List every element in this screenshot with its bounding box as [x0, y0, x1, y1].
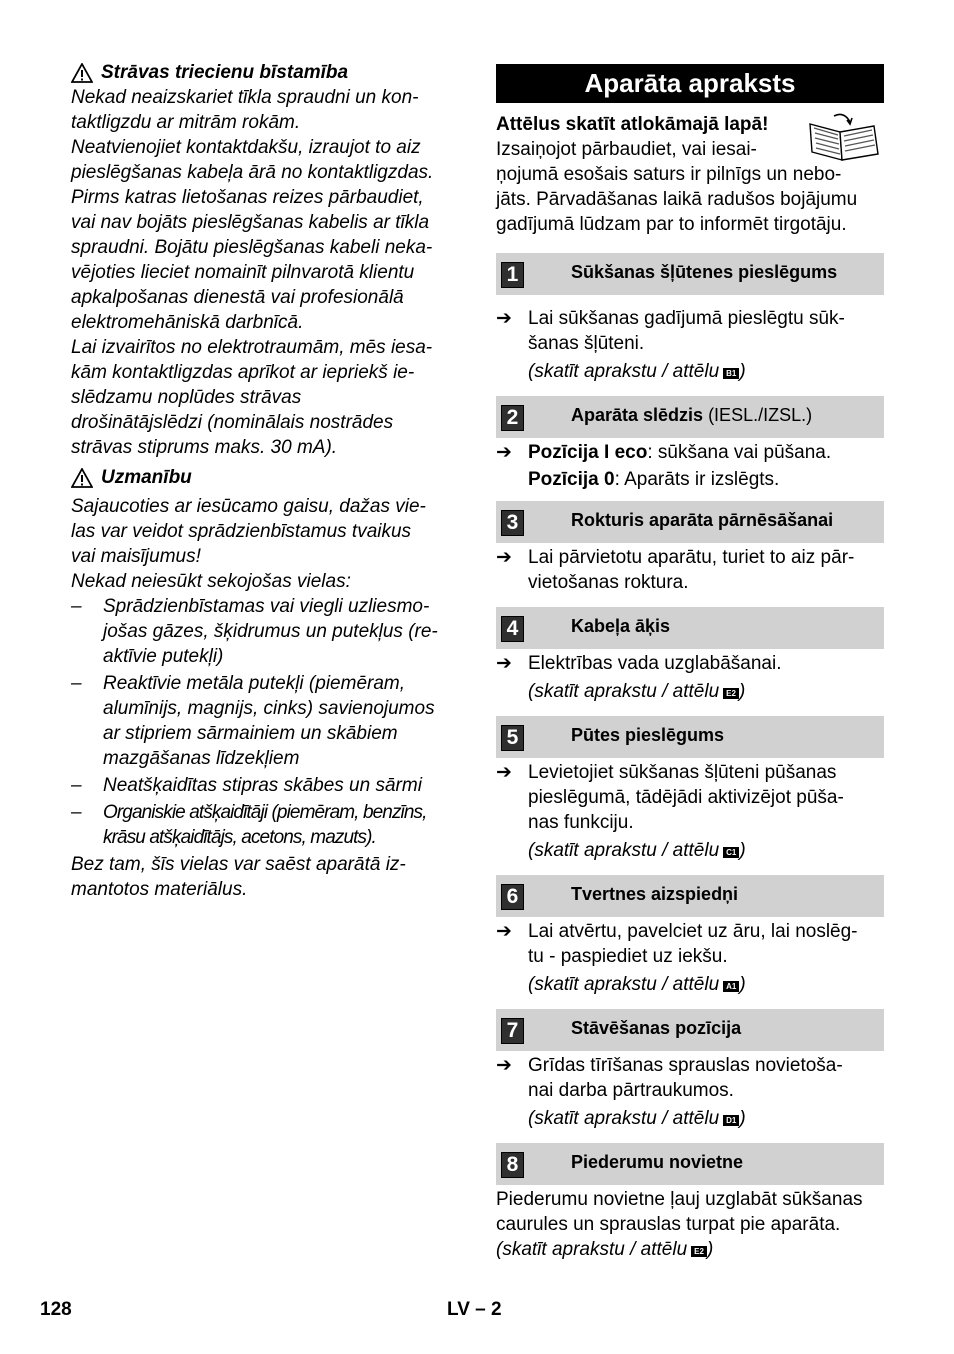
text-line: Pirms katras lietošanas reizes pārbaudiet,	[71, 187, 424, 208]
text-line: ar stipriem sārmainiem un skābiem	[103, 723, 398, 744]
section-title-text: Pūtes pieslēgums	[571, 725, 725, 745]
text-line: Sajaucoties ar iesūcamo gaisu, dažas vie-	[71, 496, 426, 517]
section-number-badge: 8	[501, 1152, 524, 1178]
text-line: vējoties lieciet nomainīt pilnvarotā klientu	[71, 262, 415, 283]
figure-reference	[496, 679, 884, 704]
warning-caution-heading	[71, 465, 463, 490]
section-number-badge: 4	[501, 616, 524, 642]
section-header-8	[496, 1143, 884, 1185]
text-line: Nekad neiesūkt sekojošas vielas:	[71, 571, 351, 592]
hazard-list	[71, 594, 463, 850]
section-title	[571, 1016, 741, 1041]
arrow-icon: ➔	[496, 308, 512, 329]
list-item	[496, 440, 884, 492]
warning-triangle-icon	[71, 468, 93, 488]
section-body-5	[496, 760, 884, 863]
list-item	[496, 1053, 884, 1103]
figure-reference	[496, 972, 884, 997]
text-line: mantotos materiālus.	[71, 879, 248, 900]
section-title-text: Sūkšanas šļūtenes pieslēgums	[571, 262, 838, 282]
reference-close: )	[738, 681, 746, 702]
section-body-2	[496, 440, 884, 492]
text-line: aktīvie putekļi)	[103, 646, 224, 667]
section-body-1	[496, 306, 884, 384]
text-line: slēdzamu noplūdes strāvas	[71, 387, 302, 408]
position-desc: : sūkšana vai pūšana.	[647, 442, 832, 463]
position-label: Pozīcija 0	[528, 469, 615, 490]
section-title	[571, 260, 837, 285]
warning-electric-text	[71, 85, 463, 460]
warning-electric-title: Strāvas triecienu bīstamība	[101, 62, 349, 83]
text-line: elektromehāniskā darbnīcā.	[71, 312, 304, 333]
text-line: pieslēgšanas kabeļa ārā no kontaktligzdas.	[71, 162, 434, 183]
reference-text: (skatīt aprakstu / attēlu	[528, 361, 720, 382]
text-line: jāts. Pārvadāšanas laikā radušos bojājumu	[496, 189, 858, 210]
section-body-6	[496, 919, 884, 997]
section-number-badge: 3	[501, 510, 524, 536]
list-item-text: Elektrības vada uzglabāšanai.	[528, 653, 782, 674]
section-title-text: Aparāta slēdzis	[571, 405, 704, 425]
list-item	[71, 773, 463, 798]
list-item	[496, 919, 884, 969]
position-label: Pozīcija I eco	[528, 442, 648, 463]
arrow-icon: ➔	[496, 1055, 512, 1076]
list-item	[71, 800, 463, 850]
section-title	[571, 882, 738, 907]
warning-caution-title: Uzmanību	[101, 467, 192, 488]
text-line: krāsu atšķaidītājs, acetons, mazuts).	[103, 827, 376, 848]
list-item-text	[528, 1053, 884, 1103]
section-header-4	[496, 607, 884, 649]
reference-text: (skatīt aprakstu / attēlu	[528, 1108, 720, 1129]
list-item	[496, 306, 884, 356]
arrow-icon: ➔	[496, 762, 512, 783]
section-title	[571, 614, 670, 639]
warning-electric-heading	[71, 60, 463, 85]
section-title-bar: Aparāta apraksts	[496, 64, 884, 103]
section-title-text: Tvertnes aizspiedņi	[571, 884, 739, 904]
list-item	[496, 760, 884, 835]
language-page: – 2	[475, 1299, 502, 1320]
text-line: spraudni. Bojātu pieslēgšanas kabeli neka-	[71, 237, 433, 258]
section-header-1	[496, 253, 884, 295]
text-line: caurules un sprauslas turpat pie aparāta.	[496, 1214, 841, 1235]
dash-bullet: –	[71, 596, 82, 617]
text-line: Neatvienojiet kontaktdakšu, izraujot to aiz	[71, 137, 421, 158]
arrow-icon: ➔	[496, 547, 512, 568]
text-line: Bez tam, šīs vielas var saēst aparātā iz-	[71, 854, 406, 875]
list-item-text	[528, 760, 884, 835]
list-item-text	[528, 545, 884, 595]
text-line: las var veidot sprādzienbīstamus tvaikus	[71, 521, 412, 542]
reference-close: )	[739, 1108, 746, 1129]
dash-bullet: –	[71, 673, 82, 694]
section-title-text: Rokturis aparāta pārnēsāšanai	[571, 510, 834, 530]
section-title-text: Stāvēšanas pozīcija	[571, 1018, 742, 1038]
arrow-icon: ➔	[496, 921, 512, 942]
section-number-badge: 1	[501, 262, 524, 288]
text-line: jošas gāzes, šķidrumus un putekļus (re-	[103, 621, 438, 642]
section-number-badge: 6	[501, 884, 524, 910]
text-line: šanas šļūteni.	[528, 333, 645, 354]
text-line: drošinātājslēdzi (nominālais nostrādes	[71, 412, 394, 433]
intro-heading: Attēlus skatīt atlokāmajā lapā!	[496, 114, 769, 135]
list-item	[71, 671, 463, 771]
text-line: strāvas stiprums maks. 30 mA).	[71, 437, 338, 458]
dash-bullet: –	[71, 802, 82, 823]
text-line: Nekad neaizskariet tīkla spraudni un kon-	[71, 87, 419, 108]
text-line: Lai atvērtu, pavelciet uz āru, lai noslēg-	[528, 921, 858, 942]
list-item-text	[528, 306, 884, 356]
reference-text: (skatīt aprakstu / attēlu	[496, 1239, 688, 1260]
language-code: LV	[447, 1299, 470, 1320]
text-line: nas funkciju.	[528, 812, 634, 833]
open-book-icon	[804, 112, 884, 164]
section-title	[571, 1150, 743, 1175]
section-title-text: Piederumu novietne	[571, 1152, 744, 1172]
dash-bullet: –	[71, 775, 82, 796]
text-line: Grīdas tīrīšanas sprauslas novietoša-	[528, 1055, 843, 1076]
text-line: Lai pārvietotu aparātu, turiet to aiz pār-	[528, 547, 855, 568]
section-title	[571, 403, 812, 428]
text-line: Neatšķaidītas stipras skābes un sārmi	[103, 775, 422, 796]
page-language-marker	[447, 1297, 502, 1322]
section-title-text: Kabeļa āķis	[571, 616, 671, 636]
section-header-3	[496, 501, 884, 543]
section-body-8	[496, 1187, 884, 1262]
text-line: Izsaiņojot pārbaudiet, vai iesai-	[496, 139, 757, 160]
figure-reference	[496, 838, 884, 863]
page-number: 128	[40, 1299, 72, 1320]
left-column	[71, 60, 463, 902]
list-item	[496, 651, 884, 676]
reference-close: )	[739, 361, 746, 382]
figure-badge-icon: D1	[723, 1115, 739, 1126]
section-title-extra: (IESL./IZSL.)	[703, 405, 813, 425]
list-item-text	[528, 440, 884, 492]
arrow-icon: ➔	[496, 442, 512, 463]
list-item-text	[103, 800, 463, 850]
text-line: Reaktīvie metāla putekļi (piemēram,	[103, 673, 406, 694]
figure-reference	[496, 1237, 884, 1262]
text-line: kām kontaktligzdas aprīkot ar iepriekš ie-	[71, 362, 415, 383]
text-line: ņojumā esošais saturs ir pilnīgs un nebo-	[496, 164, 842, 185]
section-title	[571, 508, 833, 533]
section-body-3	[496, 545, 884, 595]
warning-caution-closing	[71, 852, 463, 902]
list-item-text	[528, 919, 884, 969]
section-header-2	[496, 396, 884, 438]
warning-triangle-icon	[71, 63, 93, 83]
figure-reference	[496, 359, 884, 384]
figure-badge-icon: E2	[723, 688, 739, 699]
list-item	[71, 594, 463, 669]
text-line: pieslēgumā, tādējādi aktivizējot pūša-	[528, 787, 844, 808]
section-body-4	[496, 651, 884, 704]
text-line: apkalpošanas dienestā vai profesionālā	[71, 287, 404, 308]
position-desc: : Aparāts ir izslēgts.	[614, 469, 780, 490]
text-line: mazgāšanas līdzekļiem	[103, 748, 300, 769]
figure-badge-icon: E2	[691, 1246, 707, 1257]
text-line: nai darba pārtraukumos.	[528, 1080, 734, 1101]
text-line: alumīnijs, magnijs, cinks) savienojumos	[103, 698, 435, 719]
figure-reference	[496, 1106, 884, 1131]
figure-badge-icon: B1	[723, 368, 739, 379]
section-header-5	[496, 716, 884, 758]
text-line: vietošanas roktura.	[528, 572, 689, 593]
reference-text: (skatīt aprakstu / attēlu	[528, 681, 720, 702]
section-body-7	[496, 1053, 884, 1131]
text-line: Lai izvairītos no elektrotraumām, mēs iesa-	[71, 337, 433, 358]
text-line: tu - paspiediet uz iekšu.	[528, 946, 728, 967]
warning-caution-text	[71, 494, 463, 594]
list-item-text	[103, 773, 463, 798]
list-item	[496, 545, 884, 595]
section-header-7	[496, 1009, 884, 1051]
reference-close: )	[706, 1239, 714, 1260]
section-title	[571, 723, 724, 748]
text-line: gadījumā lūdzam par to informēt tirgotāju.	[496, 214, 847, 235]
text-line: Lai sūkšanas gadījumā pieslēgtu sūk-	[528, 308, 845, 329]
reference-text: (skatīt aprakstu / attēlu	[528, 840, 720, 861]
section-number-badge: 2	[501, 405, 524, 431]
list-item-text	[103, 594, 463, 669]
text-line: Levietojiet sūkšanas šļūteni pūšanas	[528, 762, 837, 783]
arrow-icon: ➔	[496, 653, 512, 674]
reference-close: )	[739, 840, 746, 861]
figure-badge-icon: A1	[723, 981, 739, 992]
right-column	[496, 64, 884, 1262]
reference-close: )	[739, 974, 746, 995]
text-line: Sprādzienbīstamas vai viegli uzliesmo-	[103, 596, 430, 617]
text-line: vai nav bojāts pieslēgšanas kabelis ar tīkla	[71, 212, 430, 233]
section-number-badge: 5	[501, 725, 524, 751]
text-line: vai maisījumus!	[71, 546, 201, 567]
figure-badge-icon: C1	[723, 847, 739, 858]
text-line: Piederumu novietne ļauj uzglabāt sūkšanas	[496, 1189, 863, 1210]
list-item-text	[103, 671, 463, 771]
section-number-badge: 7	[501, 1018, 524, 1044]
section-header-6	[496, 875, 884, 917]
reference-text: (skatīt aprakstu / attēlu	[528, 974, 720, 995]
intro-block	[496, 112, 884, 237]
text-line: Organiskie atšķaidītāji (piemēram, benzīns,	[103, 802, 427, 823]
text-line: taktligzdu ar mitrām rokām.	[71, 112, 301, 133]
